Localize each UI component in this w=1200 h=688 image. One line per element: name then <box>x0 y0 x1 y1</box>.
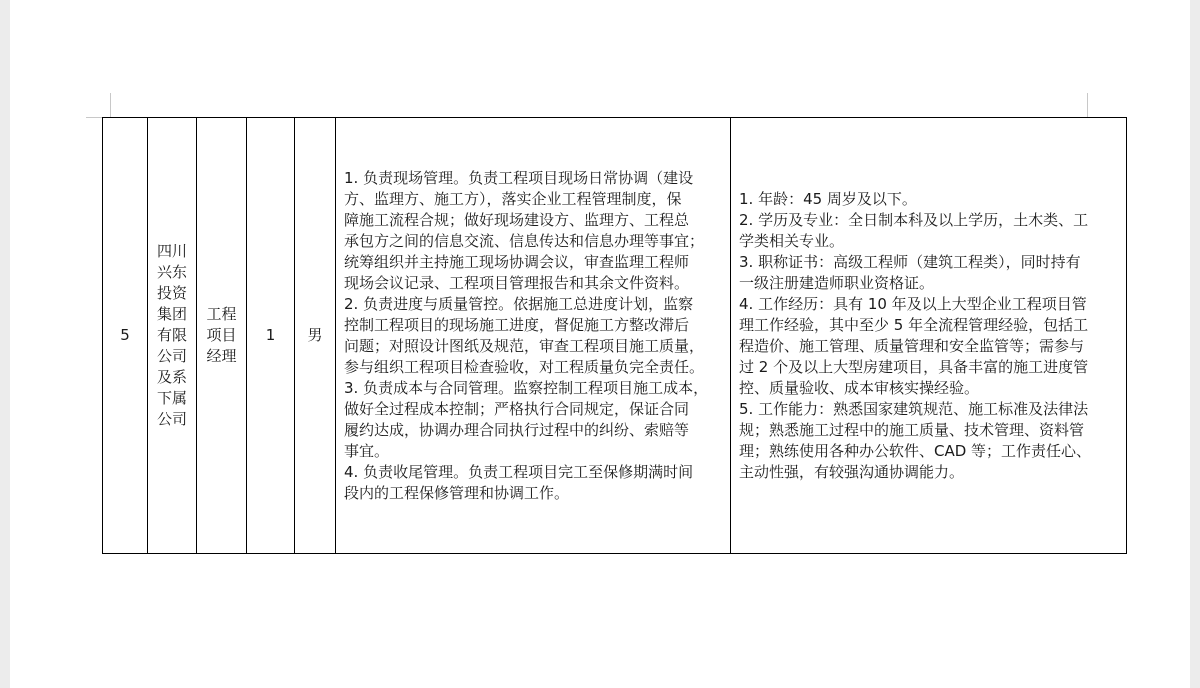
crop-mark-right-vertical <box>1087 93 1088 117</box>
duty-line: 4. 负责收尾管理。负责工程项目完工至保修期满时间 <box>344 462 694 481</box>
duty-line: 2. 负责进度与质量管控。依据施工总进度计划，监察 <box>344 294 694 313</box>
duty-line: 障施工流程合规；做好现场建设方、监理方、工程总 <box>344 210 690 229</box>
duties-cell <box>336 118 731 554</box>
duty-line: 现场会议记录、工程项目管理报告和其余文件资料。 <box>344 273 690 292</box>
requirement-line: 控、质量验收、成本审核实操经验。 <box>739 378 980 397</box>
requirement-line: 学类相关专业。 <box>739 231 845 250</box>
requirement-line: 4. 工作经历：具有 10 年及以上大型企业工程项目管 <box>739 294 1087 313</box>
requirements-cell <box>731 118 1127 554</box>
duty-line: 1. 负责现场管理。负责工程项目现场日常协调（建设 <box>344 168 694 187</box>
requirement-line: 理；熟练使用各种办公软件、CAD 等；工作责任心、 <box>739 441 1092 460</box>
requirement-line: 程造价、施工管理、质量管理和安全监管等；需参与 <box>739 336 1085 355</box>
seq-cell: 5 <box>103 118 148 554</box>
company-cell: 四川兴东投资集团有限公司及系下属公司 <box>148 118 197 554</box>
duty-line: 做好全过程成本控制；严格执行合同规定，保证合同 <box>344 399 690 418</box>
requirement-line: 过 2 个及以上大型房建项目，具备丰富的施工进度管 <box>739 357 1089 376</box>
requirement-line: 主动性强，有较强沟通协调能力。 <box>739 462 965 481</box>
requirement-line: 规；熟悉施工过程中的施工质量、技术管理、资料管 <box>739 420 1085 439</box>
table-row <box>103 118 1127 554</box>
requirement-line: 2. 学历及专业：全日制本科及以上学历，土木类、工 <box>739 210 1089 229</box>
duty-line: 事宜。 <box>344 441 390 460</box>
duty-line: 段内的工程保修管理和协调工作。 <box>344 483 570 502</box>
duty-line: 方、监理方、施工方），落实企业工程管理制度，保 <box>344 189 682 208</box>
duty-line: 问题；对照设计图纸及规范，审查工程项目施工质量， <box>344 336 705 355</box>
requirement-line: 一级注册建造师职业资格证。 <box>739 273 935 292</box>
requirement-line: 理工作经验，其中至少 5 年全流程管理经验，包括工 <box>739 315 1089 334</box>
headcount-cell: 1 <box>247 118 295 554</box>
job-posting-table <box>102 117 1127 554</box>
requirement-line: 3. 职称证书：高级工程师（建筑工程类），同时持有 <box>739 252 1081 271</box>
position-cell: 工程项目经理 <box>197 118 247 554</box>
requirement-line: 5. 工作能力：熟悉国家建筑规范、施工标准及法律法 <box>739 399 1089 418</box>
duty-line: 3. 负责成本与合同管理。监察控制工程项目施工成本， <box>344 378 709 397</box>
gender-cell: 男 <box>295 118 336 554</box>
duty-line: 参与组织工程项目检查验收，对工程质量负完全责任。 <box>344 357 705 376</box>
duty-line: 统筹组织并主持施工现场协调会议，审查监理工程师 <box>344 252 690 271</box>
crop-mark-left-vertical <box>110 93 111 117</box>
duty-line: 承包方之间的信息交流、信息传达和信息办理等事宜； <box>344 231 705 250</box>
requirement-line: 1. 年龄：45 周岁及以下。 <box>739 189 917 208</box>
duty-line: 控制工程项目的现场施工进度，督促施工方整改滞后 <box>344 315 690 334</box>
duty-line: 履约达成，协调办理合同执行过程中的纠纷、索赔等 <box>344 420 690 439</box>
